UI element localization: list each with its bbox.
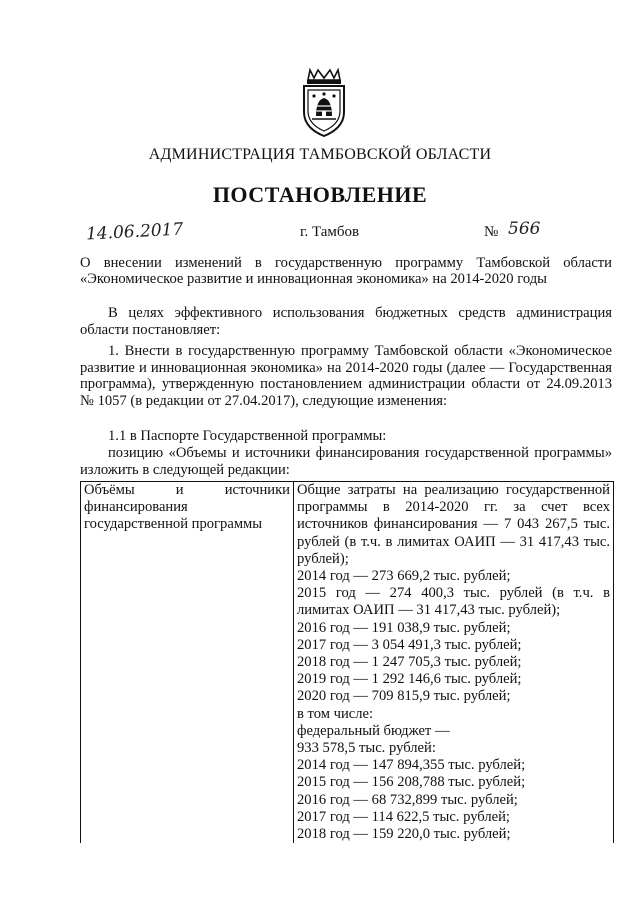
list-item: 2014 год — 273 669,2 тыс. рублей; [297,568,511,585]
list-item: 2016 год — 191 038,9 тыс. рублей; [297,619,511,636]
list-item: 2019 год — 1 292 146,6 тыс. рублей; [297,671,522,688]
list-item: федеральный бюджет — [297,722,450,739]
paragraph-preamble: В целях эффективного использования бюджетных средств администрация области постановляет: [80,305,612,338]
list-item: 933 578,5 тыс. рублей: [297,740,436,757]
coat-of-arms-icon [296,66,352,138]
paragraph-item-1: 1. Внести в государственную программу Тамбовской области «Экономическое развитие и инновационная экономика» на 2014-2020 годы (далее — Государственная программа), утвержденную постановлением администрации области от 24.09.2013 № 1057 (в редакции от 27.04.2017), следующие изменения: [80,343,612,409]
list-item: 2015 год — 156 208,788 тыс. рублей; [297,774,526,791]
number-label: № [484,224,499,240]
list-item: 2015 год — 274 400,3 тыс. рублей (в т.ч. в лимитах ОАИП — 31 417,43 тыс. рублей); [297,585,610,619]
paragraph-position: позицию «Объемы и источники финансирования государственной программы» изложить в следующей редакции: [80,445,612,478]
list-item: 2016 год — 68 732,899 тыс. рублей; [297,791,518,808]
organization-name: АДМИНИСТРАЦИЯ ТАМБОВСКОЙ ОБЛАСТИ [148,146,492,163]
list-item: 2018 год — 159 220,0 тыс. рублей; [297,826,511,843]
list-item: 2017 год — 3 054 491,3 тыс. рублей; [297,636,522,653]
document-title: ПОСТАНОВЛЕНИЕ [212,182,428,207]
table-cell-values [294,482,614,844]
paragraph-item-1-1: 1.1 в Паспорте Государственной программы: [108,428,387,444]
document-number: 566 [508,219,541,239]
document-subject: О внесении изменений в государственную программу Тамбовской области «Экономическое развитие и инновационная экономика» на 2014-2020 годы [80,255,612,287]
table-row [81,482,614,844]
list-item: 2014 год — 147 894,355 тыс. рублей; [297,757,526,774]
list-item: 2017 год — 114 622,5 тыс. рублей; [297,808,510,825]
table-cell-label: Объёмы и источники финансирования государственной программы [81,482,294,844]
funding-table [80,481,614,843]
list-item: 2020 год — 709 815,9 тыс. рублей; [297,688,511,705]
document-date: 14.06.2017 [85,219,184,245]
list-item: в том числе: [297,705,374,722]
funding-intro: Общие затраты на реализацию государственной программы в 2014-2020 гг. за счет всех источников финансирования — 7 043 267,5 тыс. рублей (в т.ч. в лимитах ОАИП — 31 417,43 тыс. рублей); [297,482,610,567]
list-item: 2018 год — 1 247 705,3 тыс. рублей; [297,654,522,671]
city: г. Тамбов [300,224,360,240]
